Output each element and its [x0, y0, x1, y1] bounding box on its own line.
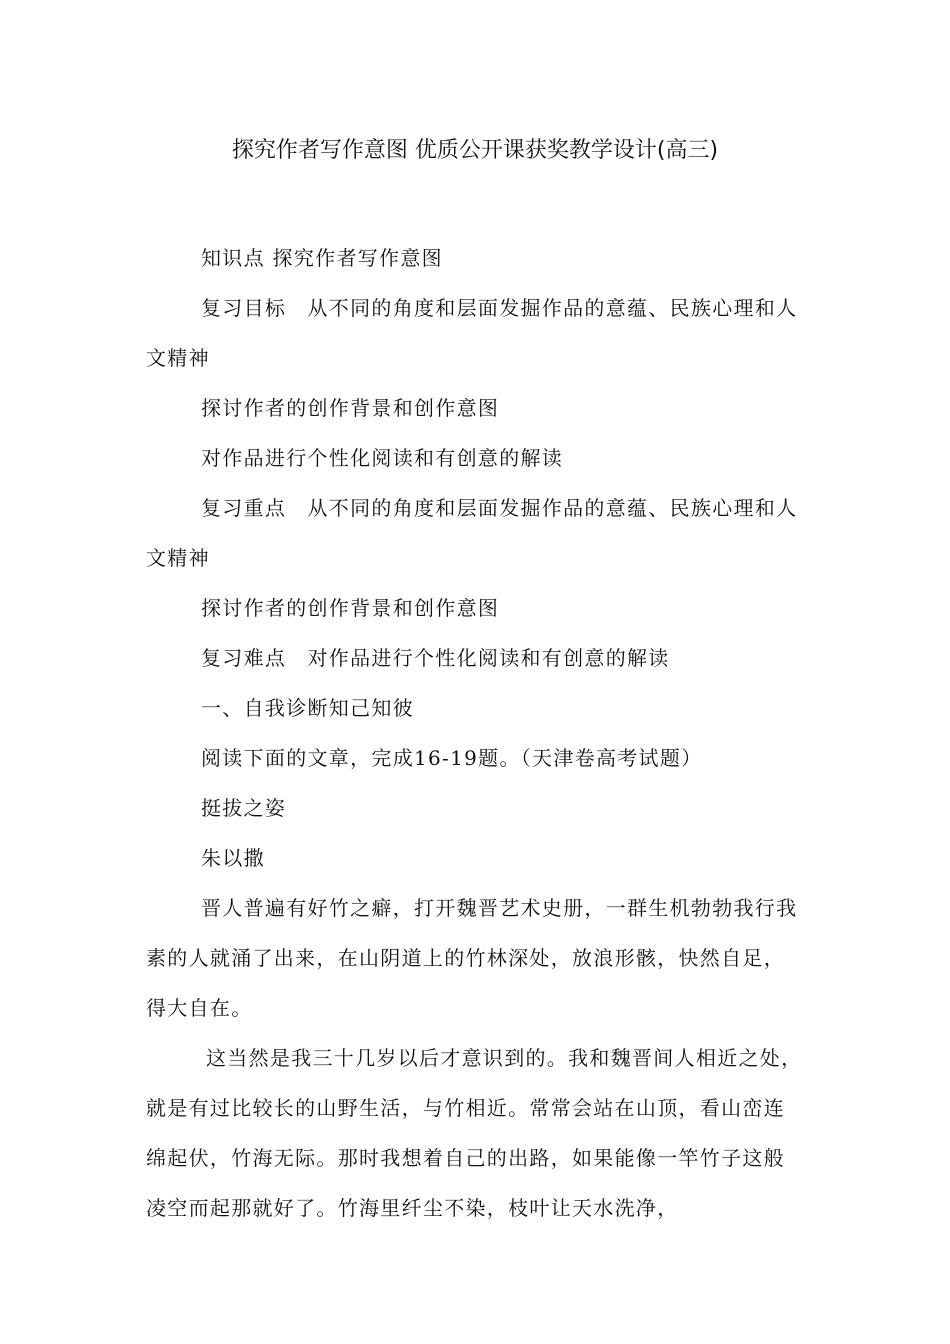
- paragraph-article-title: 挺拔之姿: [201, 796, 287, 820]
- paragraph-review-difficulty: 复习难点 对作品进行个性化阅读和有创意的解读: [201, 646, 670, 670]
- paragraph-goal-reading: 对作品进行个性化阅读和有创意的解读: [201, 446, 564, 470]
- paragraph-reading-instruction: 阅读下面的文章，完成16-19题。（天津卷高考试题）: [201, 746, 703, 770]
- paragraph-focus-background: 探讨作者的创作背景和创作意图: [201, 596, 500, 620]
- paragraph-article-author: 朱以撒: [201, 846, 265, 870]
- paragraph-review-focus: 复习重点 从不同的角度和层面发掘作品的意蕴、民族心理和人文精神: [146, 496, 798, 570]
- paragraph-knowledge-point: 知识点 探究作者写作意图: [201, 246, 443, 270]
- paragraph-section-heading: 一、自我诊断知己知彼: [201, 696, 414, 720]
- paragraph-article-body-2: 这当然是我三十几岁以后才意识到的。我和魏晋间人相近之处，就是有过比较长的山野生活，与竹相近。常常会站在山顶，看山峦连绵起伏，竹海无际。那时我想着自己的出路，如果能像一竿竹子这般凌空而起那就好了。竹海里纤尘不染，枝叶让天水洗净，: [146, 1046, 803, 1220]
- paragraph-goal-background: 探讨作者的创作背景和创作意图: [201, 396, 500, 420]
- document-body: [146, 233, 806, 1233]
- paragraph-article-body-1: 晋人普遍有好竹之癖，打开魏晋艺术史册，一群生机勃勃我行我素的人就涌了出来，在山阴道上的竹林深处，放浪形骸，快然自足，得大自在。: [146, 896, 798, 1020]
- paragraph-review-goal: 复习目标 从不同的角度和层面发掘作品的意蕴、民族心理和人文精神: [146, 296, 798, 370]
- document-title: 探究作者写作意图 优质公开课获奖教学设计(高三): [231, 138, 719, 163]
